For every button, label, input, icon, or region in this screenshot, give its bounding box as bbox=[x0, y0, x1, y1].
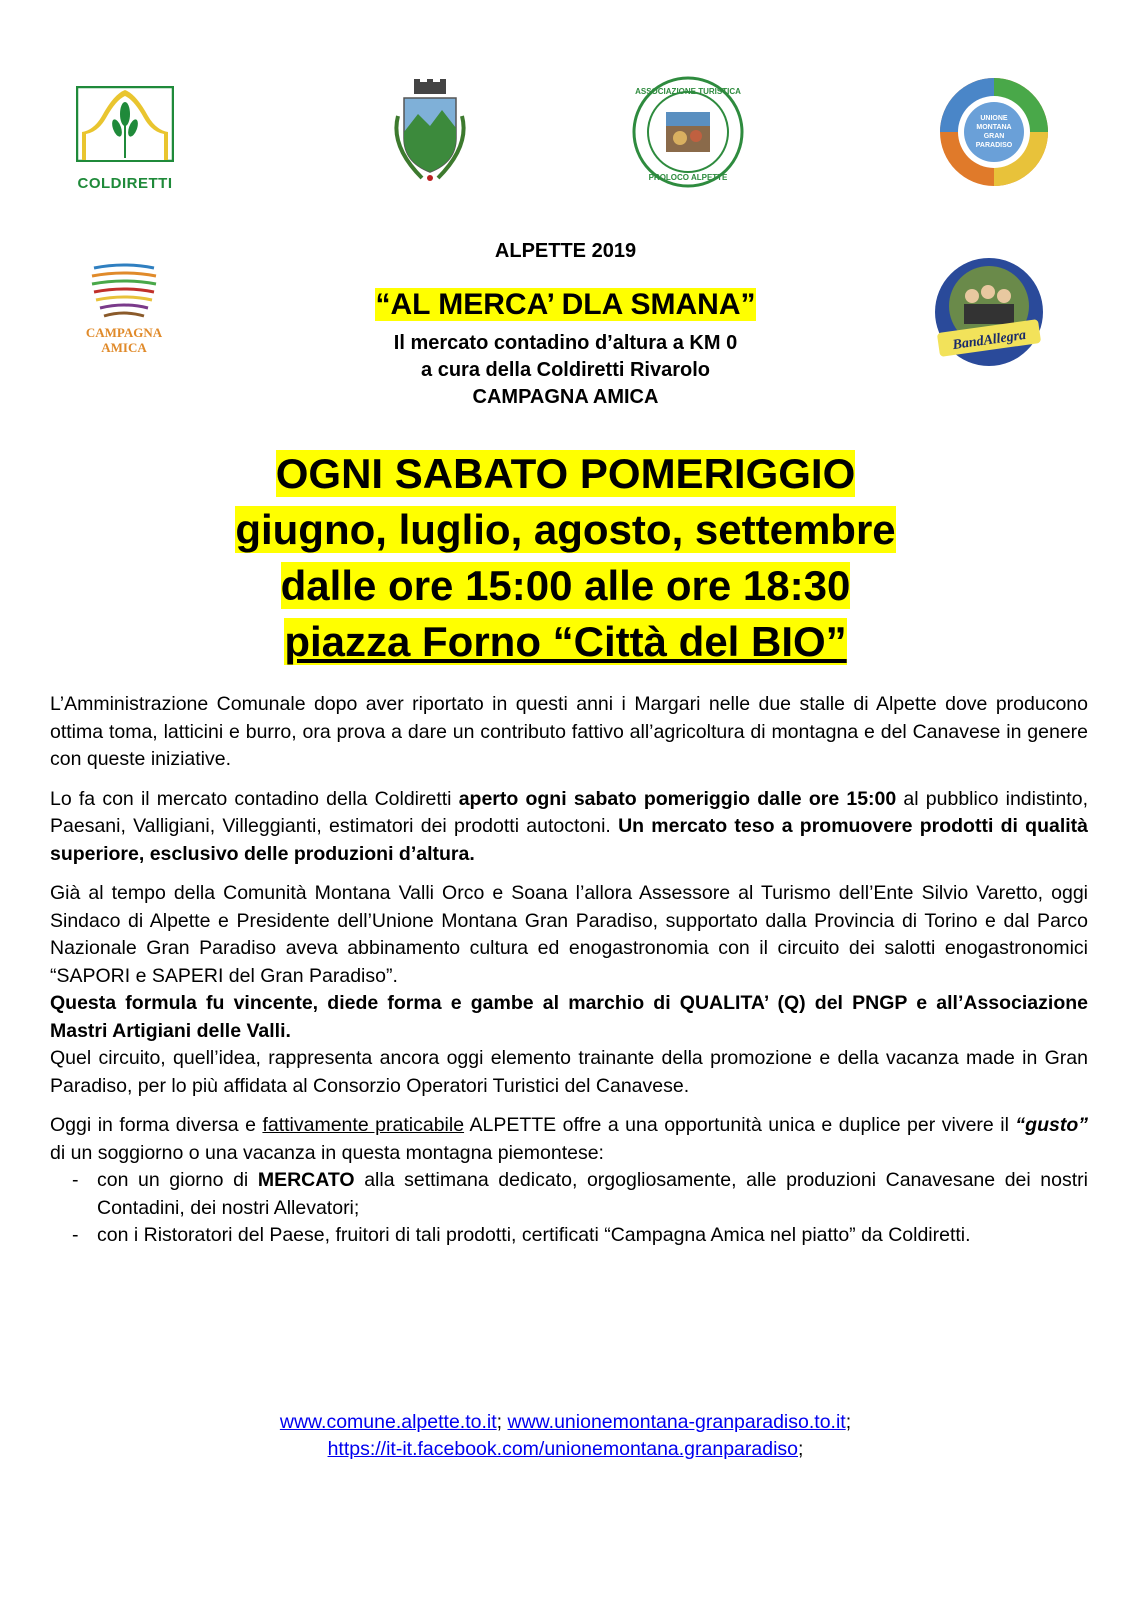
list-item-1-text-c: alla settimana dedicato, orgogliosamente, alle produzioni Canavesane dei nostri Contadini, dei nostri Allevatori; bbox=[97, 1169, 1088, 1219]
paragraph-4 bbox=[50, 990, 1088, 1045]
paragraph-6-text-c: ALPETTE offre a una opportunità unica e duplice per vivere il bbox=[464, 1114, 1016, 1136]
subtitle-2: a cura della Coldiretti Rivarolo bbox=[421, 359, 710, 381]
coldiretti-logo bbox=[76, 86, 174, 190]
svg-text:PARADISO: PARADISO bbox=[975, 142, 1013, 149]
footer-line-2 bbox=[0, 1436, 1131, 1463]
banner-line-4: piazza Forno “Città del BIO” bbox=[284, 618, 847, 665]
paragraph-6-underlined: fattivamente praticabile bbox=[262, 1114, 465, 1136]
paragraph-6-text-e: di un soggiorno o una vacanza in questa montagna piemontese: bbox=[50, 1141, 604, 1164]
unione-montana-link[interactable]: www.unionemontana-granparadiso.to.it bbox=[507, 1411, 846, 1433]
banner-line-2: giugno, luglio, agosto, settembre bbox=[235, 506, 896, 553]
paragraph-2 bbox=[50, 786, 1088, 869]
list-item-1-text-a: con un giorno di bbox=[97, 1169, 258, 1191]
year-line: ALPETTE 2019 bbox=[494, 240, 637, 262]
body-text bbox=[50, 691, 1088, 1250]
banner-line-3: dalle ore 15:00 alle ore 18:30 bbox=[280, 562, 851, 609]
list-item-1-bold: MERCATO bbox=[257, 1169, 355, 1191]
paragraph-2-bold-d: Un mercato teso a promuovere prodotti di qualità superiore, esclusivo delle produzioni d’altura. bbox=[50, 815, 1088, 865]
paragraph-6-text-a: Oggi in forma diversa e bbox=[50, 1114, 263, 1136]
facebook-link[interactable]: https://it-it.facebook.com/unionemontana.granparadiso bbox=[327, 1438, 799, 1460]
svg-text:MONTANA: MONTANA bbox=[976, 124, 1012, 131]
event-title: “AL MERCA’ DLA SMANA” bbox=[375, 288, 756, 321]
paragraph-2-text-a: Lo fa con il mercato contadino della Coldiretti bbox=[50, 787, 459, 810]
paragraph-3: Già al tempo della Comunità Montana Valli Orco e Soana l’allora Assessore al Turismo dell’Ente Silvio Varetto, oggi Sindaco di Alpette e Presidente dell’Unione Montana Gran Paradiso, supportato dalla Provincia di Torino e dal Parco Nazionale Gran Paradiso aveva abbinamento cultura ed enogastronomia con il circuito dei salotti enogastronomici “SAPORI e SAPERI del Gran Paradiso”. bbox=[50, 882, 1088, 987]
svg-text:ASSOCIAZIONE TURISTICA: ASSOCIAZIONE TURISTICA bbox=[635, 87, 741, 96]
svg-text:GRAN: GRAN bbox=[983, 133, 1005, 140]
footer-separator-2: ; bbox=[845, 1411, 852, 1433]
unione-montana-logo bbox=[938, 76, 1050, 188]
paragraph-4-bold: Questa formula fu vincente, diede forma e gambe al marchio di QUALITA’ (Q) del PNGP e all’Associazione Mastri Artigiani delle Valli. bbox=[50, 992, 1088, 1042]
subtitle-3: CAMPAGNA AMICA bbox=[472, 386, 659, 408]
proloco-logo bbox=[632, 76, 744, 188]
municipal-crest-icon bbox=[384, 76, 476, 186]
list-item bbox=[50, 1167, 1088, 1222]
subtitle-1: Il mercato contadino d’altura a KM 0 bbox=[393, 332, 738, 354]
footer-line-1 bbox=[0, 1409, 1131, 1436]
paragraph-6 bbox=[50, 1112, 1088, 1167]
list-item: - con i Ristoratori del Paese, fruitori di tali prodotti, certificati “Campagna Amica nel piatto” da Coldiretti. bbox=[50, 1222, 1088, 1250]
paragraph-6-gusto: “gusto” bbox=[1015, 1114, 1088, 1136]
svg-text:BandAllegra: BandAllegra bbox=[951, 327, 1027, 354]
coldiretti-logo-text: COLDIRETTI bbox=[77, 175, 173, 192]
campagna-amica-text-2: AMICA bbox=[101, 340, 147, 355]
paragraph-2-text-c: al pubblico indistinto, Paesani, Valligiani, Villeggianti, estimatori dei prodotti autoctoni. bbox=[50, 787, 1088, 837]
comune-alpette-link[interactable]: www.comune.alpette.to.it bbox=[279, 1411, 497, 1433]
coldiretti-emblem-icon bbox=[76, 86, 174, 162]
proloco-emblem-icon bbox=[632, 76, 744, 188]
svg-text:UNIONE: UNIONE bbox=[980, 115, 1008, 122]
campagna-amica-text-1: CAMPAGNA bbox=[85, 325, 163, 340]
footer-separator-3: ; bbox=[798, 1438, 804, 1460]
offer-list bbox=[50, 1167, 1088, 1250]
footer-separator-1: ; bbox=[496, 1411, 508, 1433]
banner-line-1: OGNI SABATO POMERIGGIO bbox=[275, 450, 856, 497]
footer-links bbox=[0, 1409, 1131, 1463]
alpette-crest-logo bbox=[384, 76, 476, 186]
svg-text:PROLOCO ALPETTE: PROLOCO ALPETTE bbox=[648, 173, 728, 182]
unione-montana-emblem-icon bbox=[938, 76, 1050, 188]
paragraph-5: Quel circuito, quell’idea, rappresenta ancora oggi elemento trainante della promozione e della vacanza made in Gran Paradiso, per lo più affidata al Consorzio Operatori Turistici del Canavese. bbox=[50, 1047, 1088, 1097]
paragraph-2-bold-b: aperto ogni sabato pomeriggio dalle ore 15:00 bbox=[458, 787, 897, 810]
paragraph-1: L’Amministrazione Comunale dopo aver riportato in questi anni i Margari nelle due stalle di Alpette dove producono ottima toma, latticini e burro, ora prova a dare un contributo fattivo all’agricoltura di montagna e del Canavese in genere con queste iniziative. bbox=[50, 693, 1088, 770]
